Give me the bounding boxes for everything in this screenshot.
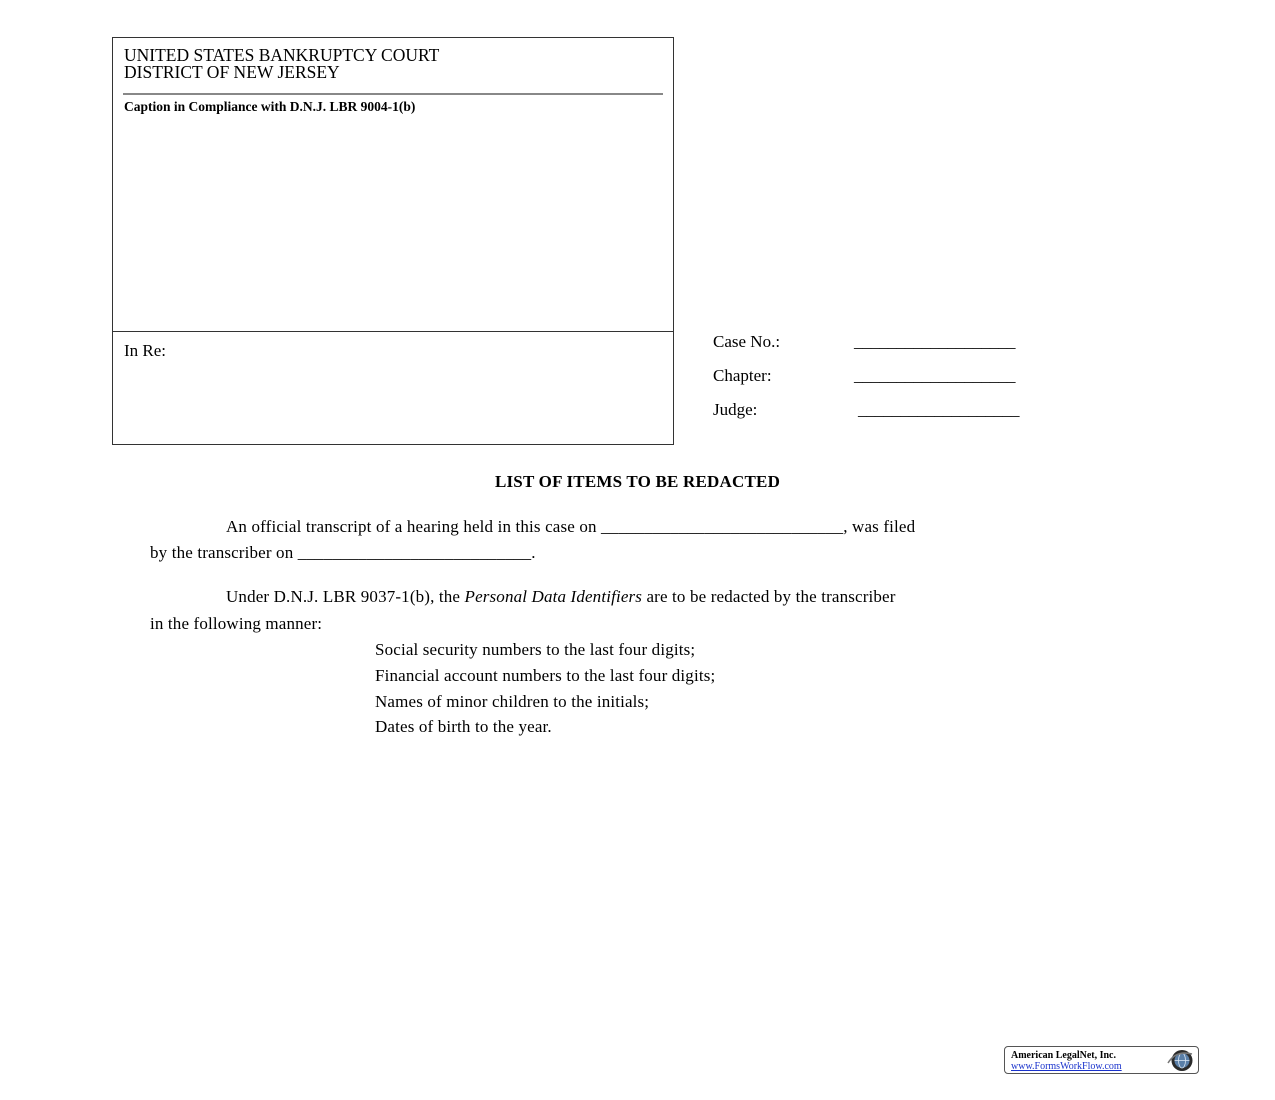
chapter-label: Chapter: bbox=[713, 366, 772, 385]
transcript-paragraph-line1: An official transcript of a hearing held in this case on ____________________________, was filed bbox=[226, 517, 916, 536]
caption-divider bbox=[113, 331, 673, 332]
redaction-item-ssn: Social security numbers to the last four digits; bbox=[375, 640, 696, 659]
footer-logo bbox=[1004, 1046, 1199, 1074]
redaction-paragraph-line2: in the following manner: bbox=[150, 614, 323, 633]
footer-url-link[interactable]: www.FormsWorkFlow.com bbox=[1011, 1061, 1122, 1072]
redaction-paragraph-prefix: Under D.N.J. LBR 9037-1(b), the bbox=[226, 587, 465, 606]
personal-data-identifiers-term: Personal Data Identifiers bbox=[464, 587, 643, 606]
redaction-paragraph-suffix: are to be redacted by the transcriber bbox=[642, 587, 896, 606]
footer-company-name: American LegalNet, Inc. bbox=[1011, 1050, 1116, 1061]
court-name bbox=[124, 47, 439, 81]
globe-icon bbox=[1162, 1048, 1198, 1073]
document-title: LIST OF ITEMS TO BE REDACTED bbox=[494, 472, 781, 491]
caption-box bbox=[112, 37, 674, 445]
caption-compliance-note: Caption in Compliance with D.N.J. LBR 9004-1(b) bbox=[124, 99, 416, 114]
case-number-label: Case No.: bbox=[713, 332, 781, 351]
case-number-blank[interactable]: ___________________ bbox=[854, 332, 1016, 351]
caption-rule bbox=[123, 93, 663, 95]
judge-blank[interactable]: ___________________ bbox=[858, 400, 1020, 419]
in-re-label: In Re: bbox=[124, 341, 167, 360]
transcript-paragraph-line2: by the transcriber on ___________________________. bbox=[150, 543, 536, 562]
redaction-item-financial-accounts: Financial account numbers to the last four digits; bbox=[375, 666, 716, 685]
redaction-item-dates-of-birth: Dates of birth to the year. bbox=[375, 717, 552, 736]
chapter-blank[interactable]: ___________________ bbox=[854, 366, 1016, 385]
redaction-paragraph-line1 bbox=[226, 587, 896, 607]
court-name-line2: DISTRICT OF NEW JERSEY bbox=[124, 62, 340, 82]
court-name-line1: UNITED STATES BANKRUPTCY COURT bbox=[124, 45, 440, 65]
redaction-item-minor-names: Names of minor children to the initials; bbox=[375, 692, 650, 711]
judge-label: Judge: bbox=[713, 400, 758, 419]
